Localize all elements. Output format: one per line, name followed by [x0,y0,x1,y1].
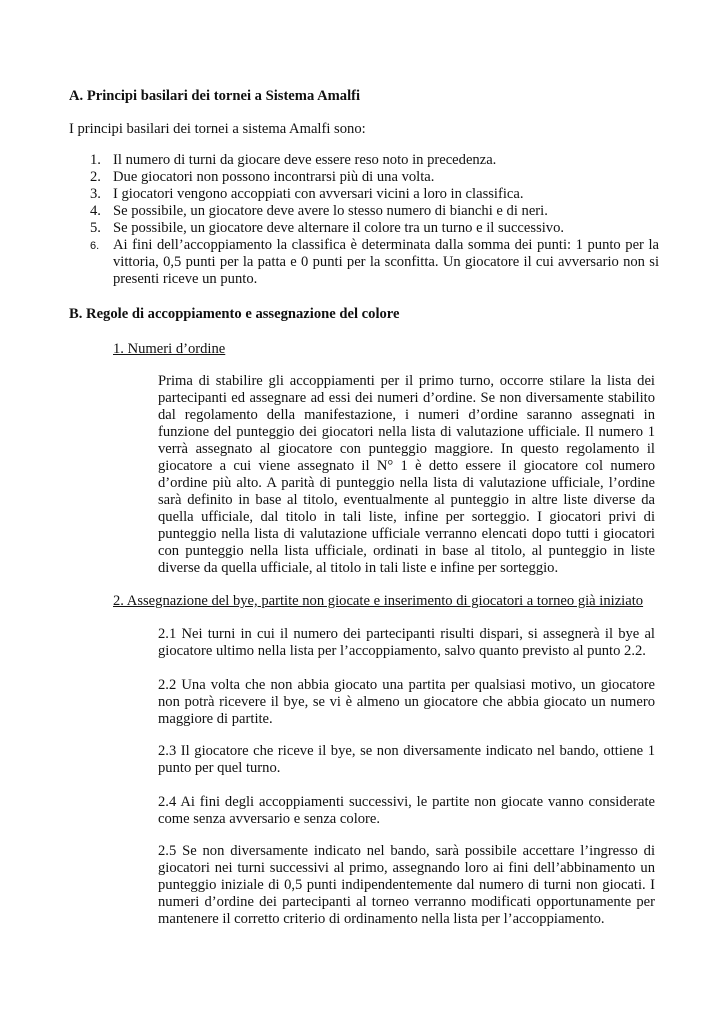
section-a-intro: I principi basilari dei tornei a sistema Amalfi sono: [69,121,366,137]
list-item [69,203,659,220]
list-number: 3. [90,186,101,202]
list-number: 1. [90,152,101,168]
list-number: 6. [90,240,100,252]
section-a-heading: A. Principi basilari dei tornei a Sistema Amalfi [69,88,361,104]
list-item-text: I giocatori vengono accoppiati con avversari vicini a loro in classifica. [113,186,524,202]
list-item-text: Se possibile, un giocatore deve alternare il colore tra un turno e il successivo. [113,220,565,236]
principles-list [69,152,659,288]
paragraph-2-4 [158,794,655,828]
paragraph-2-5 [158,843,655,928]
paragraph: 2.5 Se non diversamente indicato nel bando, sarà possibile accettare l’ingresso di giocatori nei turni successivi al primo, assegnando loro ai fini dell’abbinamento un punteggio iniziale di 0,5 punti indipendentemente dal numero di turni non giocati. I numeri d’ordine dei partecipanti al torneo verranno modificati opportunamente per mantenere il corretto criterio di ordinamento nella lista per l’accoppiamento. [158,843,655,927]
list-item-text: Se possibile, un giocatore deve avere lo stesso numero di bianchi e di neri. [113,203,548,219]
list-item-text: Due giocatori non possono incontrarsi più di una volta. [113,169,435,185]
paragraph: 2.3 Il giocatore che riceve il bye, se non diversamente indicato nel bando, ottiene 1 punto per quel turno. [158,743,655,776]
paragraph-2-2 [158,677,655,728]
paragraph: 2.1 Nei turni in cui il numero dei partecipanti risulti dispari, si assegnerà il bye al giocatore ultimo nella lista per l’accoppiamento, salvo quanto previsto al punto 2.2. [158,626,655,659]
list-item [69,237,659,288]
section-b-heading: B. Regole di accoppiamento e assegnazione del colore [69,306,400,322]
list-number: 4. [90,203,101,219]
subsection-1-body [158,373,655,577]
paragraph: Prima di stabilire gli accoppiamenti per il primo turno, occorre stilare la lista dei partecipanti ed assegnare ad essi dei numeri d’ordine. Se non diversamente stabilito dal regolamento della manifestazione, i numeri d’ordine saranno assegnati in funzione del punteggio dei giocatori nella lista di valutazione ufficiale. Il numero 1 verrà assegnato al giocatore con punteggio maggiore. In questo regolamento il giocatore a cui viene assegnato il N° 1 è detto essere il giocatore col numero d’ordine più alto. A parità di punteggio nella lista di valutazione ufficiale, l’ordine sarà definito in base al titolo, eventualmente al punteggio in altre liste diverse da quella ufficiale, dal titolo in tali liste, infine per sorteggio. I giocatori privi di punteggio nella lista di valutazione ufficiale verranno elencati dopo tutti i giocatori con punteggio nella lista ufficiale, ordinati in base al titolo, al punteggio in liste diverse da quella ufficiale, al titolo in tali liste e infine per sorteggio. [158,373,655,576]
list-item [69,186,659,203]
paragraph: 2.4 Ai fini degli accoppiamenti successivi, le partite non giocate vanno considerate come senza avversario e senza colore. [158,794,655,827]
list-item [69,152,659,169]
subsection-1-heading: 1. Numeri d’ordine [113,341,226,357]
paragraph-2-3 [158,743,655,777]
list-number: 2. [90,169,101,185]
list-item-text: Ai fini dell’accoppiamento la classifica è determinata dalla somma dei punti: 1 punto per la vittoria, 0,5 punti per la patta e 0 punti per la sconfitta. Un giocatore il cui avversario non si presenti riceve un punto. [113,237,659,287]
subsection-2-heading: 2. Assegnazione del bye, partite non giocate e inserimento di giocatori a torneo già iniziato [113,593,644,609]
list-number: 5. [90,220,101,236]
paragraph-2-1 [158,626,655,660]
list-item [69,220,659,237]
list-item-text: Il numero di turni da giocare deve essere reso noto in precedenza. [113,152,497,168]
list-item [69,169,659,186]
paragraph: 2.2 Una volta che non abbia giocato una partita per qualsiasi motivo, un giocatore non potrà ricevere il bye, se vi è almeno un giocatore che abbia giocato un numero maggiore di partite. [158,677,655,727]
